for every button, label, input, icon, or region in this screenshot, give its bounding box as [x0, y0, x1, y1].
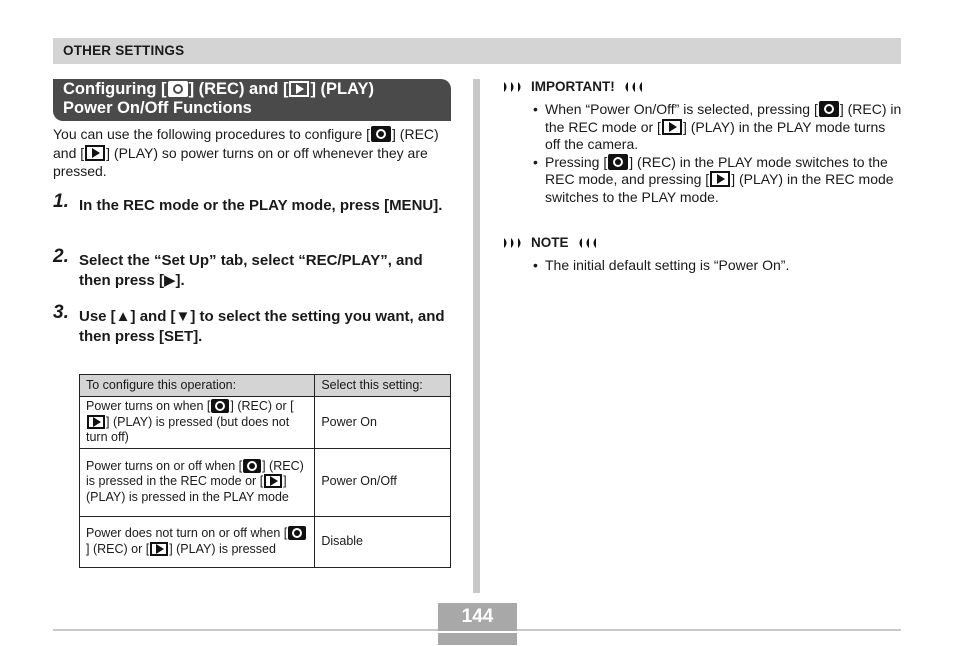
play-icon: [662, 119, 682, 135]
table-cell-operation: [80, 397, 315, 449]
title-text: ] (PLAY): [310, 80, 375, 98]
play-icon: [87, 415, 105, 429]
title-text: Configuring [: [63, 80, 167, 98]
table-header: Select this setting:: [315, 375, 451, 397]
table-header: To configure this operation:: [80, 375, 315, 397]
cell-text: ] (PLAY) is pressed (but does not turn off): [86, 414, 290, 444]
camera-icon: [288, 526, 306, 540]
cell-text: Power does not turn on or off when [: [86, 526, 288, 540]
step-1: [53, 191, 448, 216]
note-left-marker-icon: [503, 237, 525, 249]
intro-text: You can use the following procedures to configure [: [53, 126, 371, 142]
table-cell-setting: Power On/Off: [315, 448, 451, 516]
page-number-text: 144: [461, 606, 494, 627]
cell-text: ] (REC) or [: [230, 399, 294, 413]
step-text: Select the “Set Up” tab, select “REC/PLAY”, and then press [▶].: [79, 252, 423, 289]
note-right-marker-icon: [575, 237, 597, 249]
page-title: [53, 79, 451, 121]
item-text: ] (PLAY) in the REC mode switches to the PLAY mode.: [545, 171, 894, 205]
play-icon: [264, 474, 282, 488]
section-header-label: OTHER SETTINGS: [63, 43, 185, 58]
table-cell-operation: [80, 448, 315, 516]
intro-paragraph: [53, 125, 453, 181]
table-cell-setting: Disable: [315, 516, 451, 567]
intro-text: ] (REC) and [: [53, 126, 439, 161]
camera-icon: [608, 154, 628, 170]
camera-icon: [819, 101, 839, 117]
list-item: • The initial default setting is “Power On”.: [533, 257, 903, 275]
step-number: 3.: [53, 302, 69, 323]
step-3: [53, 302, 448, 347]
important-list: [533, 101, 903, 206]
step-number: 2.: [53, 246, 69, 267]
cell-text: ] (PLAY) is pressed in the PLAY mode: [86, 474, 289, 504]
important-heading: [503, 79, 643, 94]
camera-icon: [371, 126, 391, 142]
title-text: ] (REC) and [: [188, 80, 289, 98]
table-row: [80, 397, 451, 449]
page-number: [438, 603, 517, 645]
play-icon: [150, 542, 168, 556]
column-divider: [473, 79, 480, 593]
cell-text: Power turns on when [: [86, 399, 211, 413]
note-label: NOTE: [531, 235, 569, 250]
camera-icon: [211, 399, 229, 413]
title-text-line2: Power On/Off Functions: [63, 99, 252, 117]
step-text: Use [▲] and [▼] to select the setting you want, and then press [SET].: [79, 308, 445, 345]
section-header-bar: [53, 38, 901, 64]
cell-text: Power turns on or off when [: [86, 458, 243, 473]
camera-icon: [243, 459, 261, 473]
play-icon: [710, 171, 730, 187]
table-row: [80, 516, 451, 567]
cell-text: ] (PLAY) is pressed: [169, 541, 276, 556]
table-cell-setting: Power On: [315, 397, 451, 449]
important-left-marker-icon: [503, 81, 525, 93]
table-cell-operation: [80, 516, 315, 567]
note-list: [533, 257, 903, 275]
step-text: In the REC mode or the PLAY mode, press [MENU].: [79, 197, 443, 214]
play-icon: [85, 145, 105, 161]
important-label: IMPORTANT!: [531, 79, 615, 94]
list-item: [533, 154, 903, 207]
item-text: ] (REC) in the PLAY mode switches to the REC mode, and pressing [: [545, 153, 888, 187]
item-text: Pressing [: [545, 153, 608, 170]
step-number: 1.: [53, 191, 69, 212]
item-text: When “Power On/Off” is selected, pressing [: [545, 101, 818, 117]
step-2: [53, 246, 448, 291]
item-text: ] (PLAY) in the PLAY mode turns off the camera.: [545, 118, 886, 152]
cell-text: ] (REC) or [: [86, 541, 150, 556]
important-right-marker-icon: [621, 81, 643, 93]
list-item: [533, 101, 903, 154]
table-header-row: [80, 375, 451, 397]
table-row: [80, 448, 451, 516]
cell-text: ] (REC) is pressed in the REC mode or [: [86, 458, 304, 489]
play-icon: [289, 81, 309, 97]
intro-text: ] (PLAY) so power turns on or off whenever they are pressed.: [53, 144, 428, 179]
item-text: ] (REC) in the REC mode or [: [545, 101, 902, 135]
note-heading: [503, 235, 597, 250]
settings-table: [79, 374, 451, 568]
camera-icon: [168, 81, 188, 97]
